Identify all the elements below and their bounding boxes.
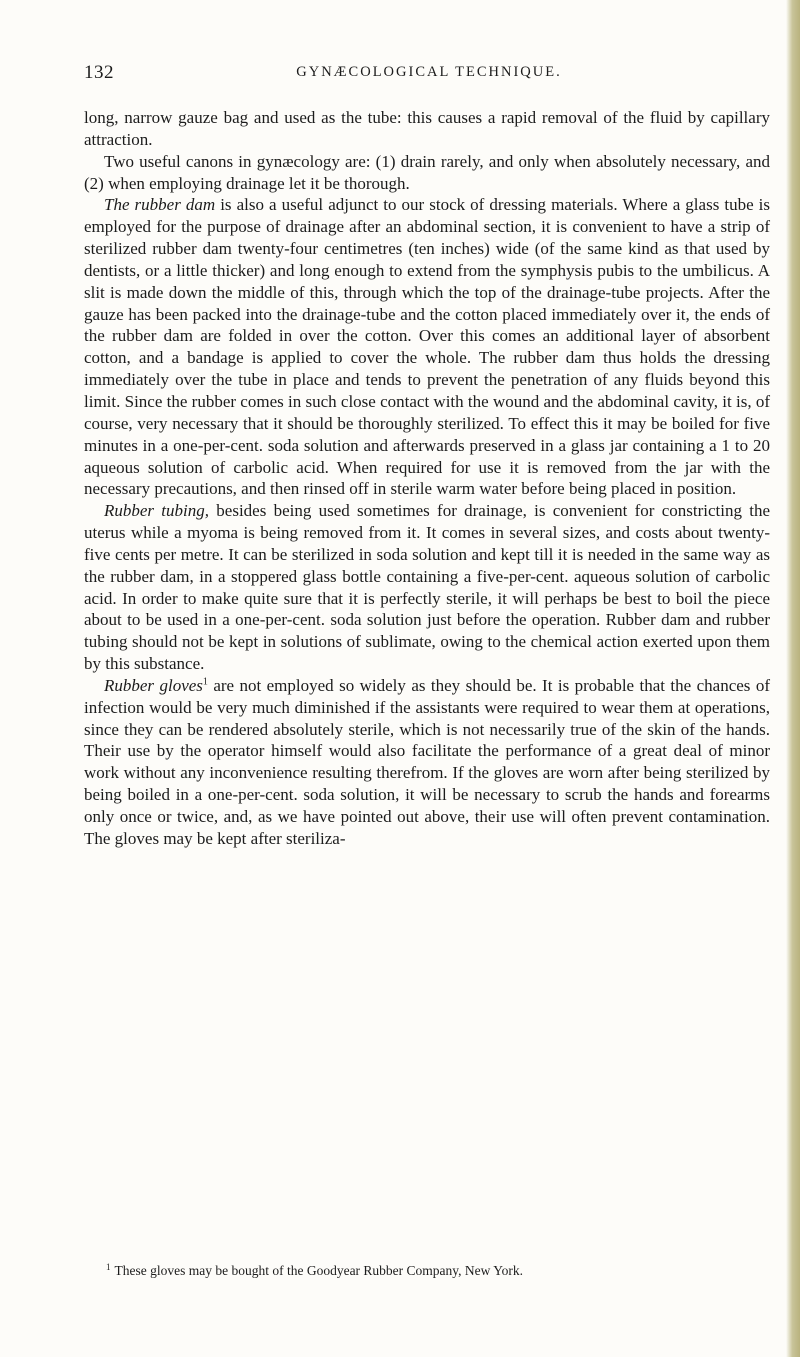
paragraph-lead: Rubber gloves xyxy=(104,675,203,695)
page-edge xyxy=(786,0,800,1357)
footnote-mark: 1 xyxy=(106,1261,111,1272)
footnote-reference: 1 xyxy=(202,676,208,688)
paragraph-text: Two useful canons in gynæcology are: (1) drain rarely, and only when absolutely necessary, and (2) when employing drainage let it be thorough. xyxy=(84,151,770,193)
page-number: 132 xyxy=(84,62,114,83)
paragraph-text: is also a useful adjunct to our stock of dressing materials. Where a glass tube is employed for the purpose of drainage after an abdominal section, it is convenient to have a strip of sterilized rubber dam twenty-four centimetres (ten inches) wide (of the same kind as that used by dentists, or a little thicker) and long enough to extend from the symphysis pubis to the umbilicus. A slit is made down the middle of this, through which the top of the drainage-tube projects. After the gauze has been packed into the drainage-tube and the cotton placed immediately over it, the ends of the rubber dam are folded in over the cotton. Over this comes an additional layer of absorbent cotton, and a bandage is applied to cover the whole. The rubber dam thus holds the dressing immediately over the tube in place and tends to prevent the penetration of any fluids beyond this limit. Since the rubber comes in such close contact with the wound and the abdominal cavity, it is, of course, very necessary that it should be thoroughly sterilized. To effect this it may be boiled for five minutes in a one-per-cent. soda solution and afterwards preserved in a glass jar containing a 1 to 20 aqueous solution of carbolic acid. When required for use it is removed from the jar with the necessary precautions, and then rinsed off in sterile warm water before being placed in position. xyxy=(84,195,771,499)
paragraph-text: besides being used sometimes for drainage, is convenient for constricting the uterus while a myoma is being removed from it. It comes in several sizes, and costs about twenty-five cents per metre. It can be sterilized in soda solution and kept till it is needed in the same way as the rubber dam, in a stoppered glass bottle containing a five-per-cent. aqueous solution of carbolic acid. In order to make quite sure that it is perfectly sterile, it will perhaps be best to boil the piece about to be used in a one-per-cent. soda solution just before the operation. Rubber dam and rubber tubing should not be kept in solutions of sublimate, owing to the chemical action exerted upon them by this substance. xyxy=(84,501,770,674)
page-header xyxy=(84,62,774,88)
paragraph-lead: Rubber tubing, xyxy=(104,501,210,521)
running-title: GYNÆCOLOGICAL TECHNIQUE. xyxy=(296,64,562,80)
body-text xyxy=(84,107,770,850)
footnote-text: These gloves may be bought of the Goodyear Rubber Company, New York. xyxy=(114,1263,524,1278)
paragraph-text: long, narrow gauze bag and used as the tube: this causes a rapid removal of the fluid by capillary attraction. xyxy=(84,108,770,149)
paragraph xyxy=(84,500,770,675)
paragraph xyxy=(84,194,770,500)
paragraph xyxy=(84,107,770,151)
paragraph xyxy=(84,675,770,850)
paragraph-lead: The rubber dam xyxy=(104,195,216,215)
footnote xyxy=(106,1263,766,1279)
paragraph-text: are not employed so widely as they should be. It is probable that the chances of infection would be very much diminished if the assistants were required to wear them at operations, since they can be rendered absolutely sterile, which is not necessarily true of the skin of the hands. Their use by the operator himself would also facilitate the performance of a great deal of minor work without any inconvenience resulting therefrom. If the gloves are worn after being sterilized by being boiled in a one-per-cent. soda solution, it will be necessary to scrub the hands and forearms only once or twice, and, as we have pointed out above, their use will often prevent contamination. The gloves may be kept after steriliza- xyxy=(84,675,770,848)
paragraph xyxy=(84,151,770,195)
